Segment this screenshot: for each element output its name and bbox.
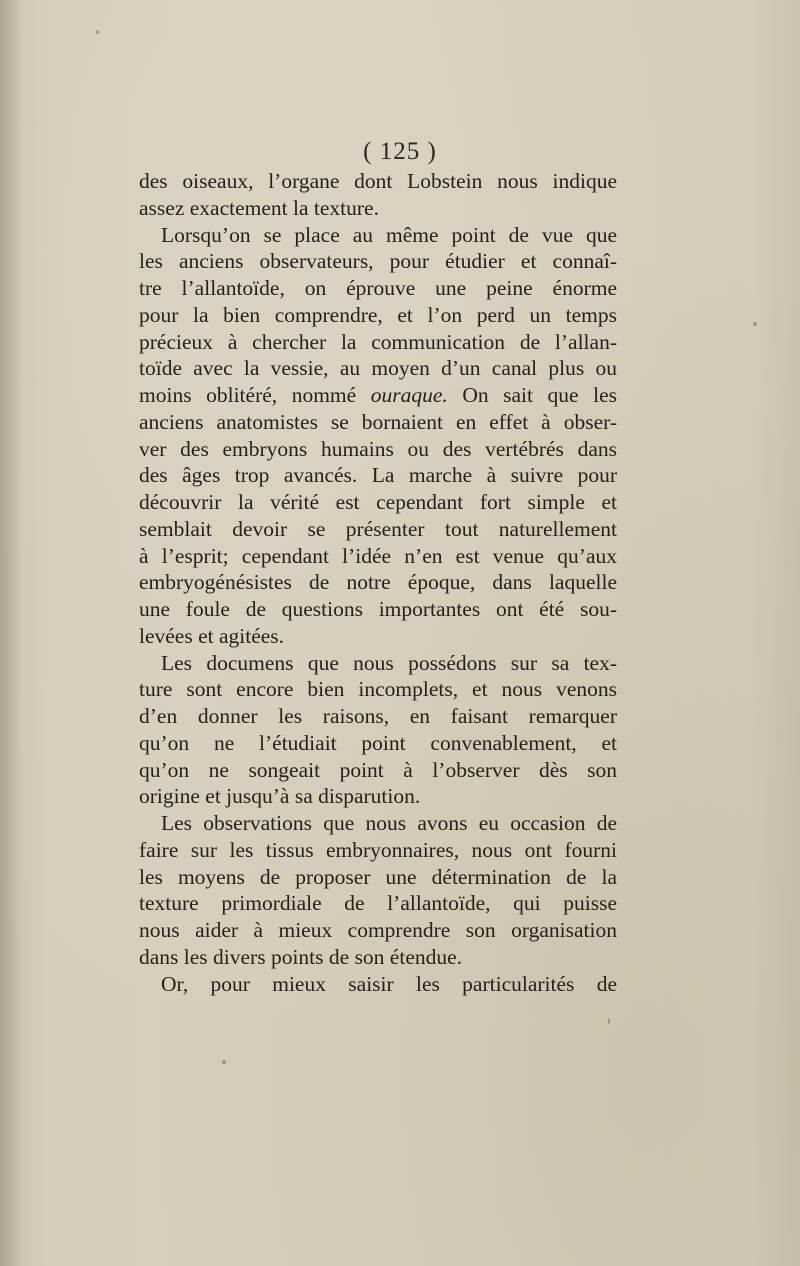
text-line: découvrir la vérité est cependant fort simple et xyxy=(139,490,617,514)
paragraph-start-line: Les observations que nous avons eu occasion de xyxy=(161,811,617,835)
text-line: les anciens observateurs, pour étudier et connaî- xyxy=(139,249,617,274)
ink-speck xyxy=(753,322,757,326)
text-line: origine et jusqu’à sa disparution. xyxy=(139,784,421,809)
text-line: pour la bien comprendre, et l’on perd un temps xyxy=(139,302,617,327)
text-line: anciens anatomistes se bornaient en effet à obser- xyxy=(139,409,617,434)
text-line: à l’esprit; cependant l’idée n’en est venue qu’aux xyxy=(139,543,617,568)
text-line: semblait devoir se présenter tout naturellement xyxy=(139,516,617,541)
text-line: tre l’allantoïde, on éprouve une peine énorme xyxy=(139,276,617,300)
text-line: une foule de questions importantes ont été sou- xyxy=(139,597,617,621)
paragraph-start-line: Les documens que nous possédons sur sa tex- xyxy=(161,650,617,675)
text-line: toïde avec la vessie, au moyen d’un canal plus ou xyxy=(139,356,617,381)
body-text xyxy=(139,168,617,997)
text-line: qu’on ne songeait point à l’observer dès son xyxy=(139,757,617,782)
text-line: assez exactement la texture. xyxy=(139,195,379,220)
text-line: levées et agitées. xyxy=(139,623,285,648)
ink-speck xyxy=(222,1060,226,1064)
page-number: ( 125 ) xyxy=(363,138,437,165)
text-line: embryogénésistes de notre époque, dans laquelle xyxy=(139,570,617,595)
text-line: les moyens de proposer une détermination de la xyxy=(139,864,617,889)
paragraph-start-line: Or, pour mieux saisir les particularités de xyxy=(161,971,617,996)
text-line: nous aider à mieux comprendre son organisation xyxy=(139,918,617,942)
paragraph-start-line: Lorsqu’on se place au même point de vue que xyxy=(161,222,617,247)
text-line: des âges trop avancés. La marche à suivre pour xyxy=(139,463,617,488)
text-line: des oiseaux, l’organe dont Lobstein nous indique xyxy=(139,169,617,193)
text-line: ture sont encore bien incomplets, et nous venons xyxy=(139,677,617,702)
italic-term-ouraque: ouraque. xyxy=(370,383,448,407)
ink-speck xyxy=(96,30,99,34)
text-fragment: moins oblitéré, nommé xyxy=(139,383,357,407)
text-line: précieux à chercher la communication de l’allan- xyxy=(139,329,617,354)
text-line: ver des embryons humains ou des vertébrés dans xyxy=(139,436,617,461)
text-line: dans les divers points de son étendue. xyxy=(139,944,463,969)
page-fold-shadow xyxy=(0,0,22,1266)
text-line: d’en donner les raisons, en faisant remarquer xyxy=(139,704,617,728)
text-fragment: On sait que les xyxy=(462,383,618,407)
ink-speck xyxy=(608,1018,610,1024)
text-line: qu’on ne l’étudiait point convenablement, et xyxy=(139,730,617,755)
text-line-with-italic xyxy=(139,382,617,409)
text-line: texture primordiale de l’allantoïde, qui puisse xyxy=(139,891,617,916)
text-line: faire sur les tissus embryonnaires, nous ont fourni xyxy=(139,837,617,862)
